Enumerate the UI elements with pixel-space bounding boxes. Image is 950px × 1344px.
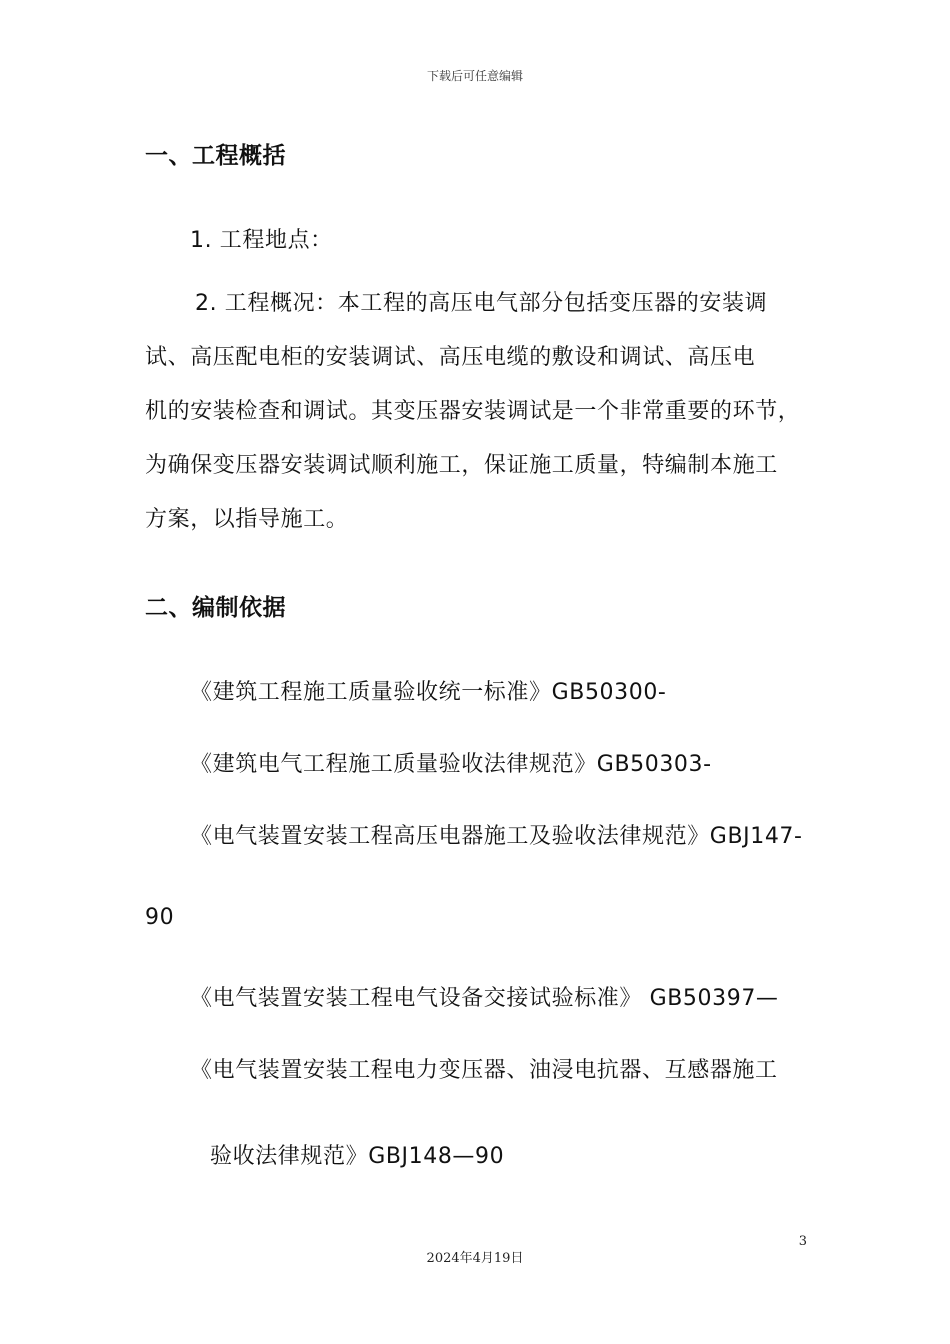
page-number: 3 <box>798 1234 807 1249</box>
paragraph-line: 机的安装检查和调试。其变压器安装调试是一个非常重要的环节， <box>145 399 801 424</box>
reference-item-continuation: 验收法律规范》GBJ148—90 <box>210 1144 505 1169</box>
paragraph-line: 试、高压配电柜的安装调试、高压电缆的敷设和调试、高压电 <box>145 345 756 370</box>
project-location-line: 1. 工程地点： <box>190 228 333 253</box>
footer-date: 2024年4月19日 <box>426 1251 524 1266</box>
paragraph-line: 方案，以指导施工。 <box>145 507 349 532</box>
reference-item: 《电气装置安装工程高压电器施工及验收法律规范》GBJ147- <box>190 824 803 849</box>
reference-item-continuation: 90 <box>145 905 175 930</box>
reference-item: 《建筑工程施工质量验收统一标准》GB50300- <box>190 680 667 705</box>
reference-item: 《电气装置安装工程电气设备交接试验标准》 GB50397— <box>190 986 779 1011</box>
section-heading-basis: 二、编制依据 <box>145 595 286 621</box>
paragraph-line: 为确保变压器安装调试顺利施工，保证施工质量，特编制本施工 <box>145 453 778 478</box>
header-note: 下载后可任意编辑 <box>426 69 523 83</box>
paragraph-line: 2. 工程概况：本工程的高压电气部分包括变压器的安装调 <box>195 291 768 316</box>
section-heading-project-overview: 一、工程概括 <box>145 143 286 169</box>
reference-item: 《电气装置安装工程电力变压器、油浸电抗器、互感器施工 <box>190 1058 778 1083</box>
reference-item: 《建筑电气工程施工质量验收法律规范》GB50303- <box>190 752 712 777</box>
